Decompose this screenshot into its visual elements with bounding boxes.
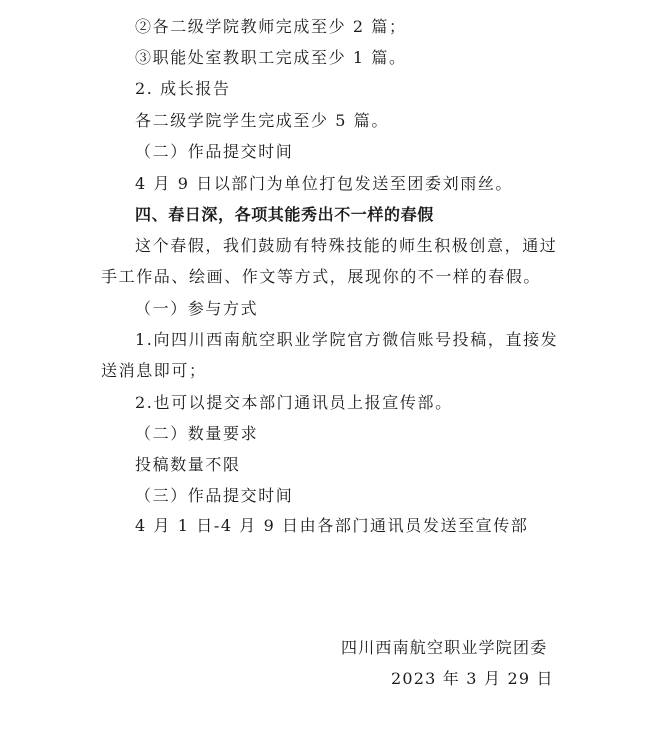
- signature-organization: 四川西南航空职业学院团委: [341, 638, 548, 657]
- subheading-submission-time: （二）作品提交时间: [135, 142, 294, 161]
- item-teachers-requirement: ②各二级学院教师完成至少 2 篇；: [135, 17, 407, 36]
- subheading-growth-report: 2. 成长报告: [135, 79, 231, 98]
- paragraph-quantity: 投稿数量不限: [135, 455, 241, 474]
- paragraph-method-2: 2.也可以提交本部门通讯员上报宣传部。: [135, 393, 453, 412]
- item-staff-requirement: ③职能处室教职工完成至少 1 篇。: [135, 48, 407, 67]
- paragraph-submission-window: 4 月 1 日-4 月 9 日由各部门通讯员发送至宣传部: [135, 516, 529, 535]
- paragraph-method-1-line-1: 1.向四川西南航空职业学院官方微信账号投稿，直接发: [135, 330, 559, 349]
- section-heading-four: 四、春日深，各项其能秀出不一样的春假: [135, 205, 434, 224]
- paragraph-intro-line-2: 手工作品、绘画、作文等方式，展现你的不一样的春假。: [101, 267, 542, 286]
- subheading-participation: （一）参与方式: [135, 299, 259, 318]
- paragraph-method-1-line-2: 送消息即可；: [101, 361, 207, 380]
- paragraph-intro-line-1: 这个春假，我们鼓励有特殊技能的师生积极创意，通过: [135, 236, 558, 255]
- subheading-submission-time-3: （三）作品提交时间: [135, 486, 294, 505]
- signature-date: 2023 年 3 月 29 日: [391, 669, 554, 688]
- paragraph-submission-deadline: 4 月 9 日以部门为单位打包发送至团委刘雨丝。: [135, 174, 514, 193]
- subheading-quantity: （二）数量要求: [135, 424, 259, 443]
- item-students-requirement: 各二级学院学生完成至少 5 篇。: [135, 111, 389, 130]
